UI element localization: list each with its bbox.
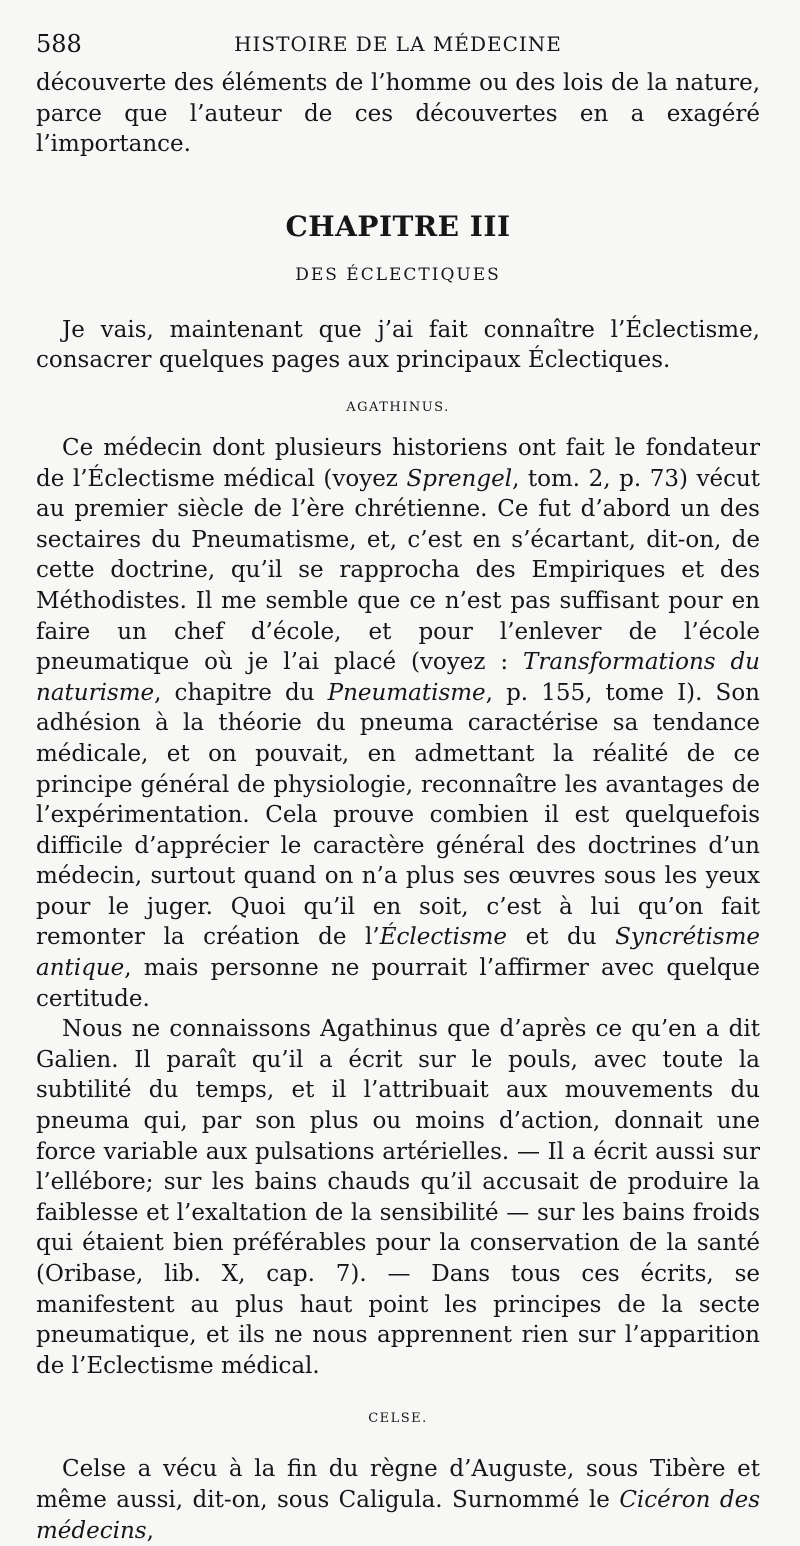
text-run: et du bbox=[507, 924, 616, 951]
page-number: 588 bbox=[36, 30, 82, 58]
text-run: , bbox=[146, 1517, 154, 1544]
italic-transformations: Transformations du naturisme bbox=[36, 649, 760, 706]
italic-ciceron: Cicéron des médecins bbox=[36, 1486, 760, 1544]
text-run: , mais personne ne pourrait l’affirmer avec quelque certitude. bbox=[36, 955, 760, 1012]
italic-syncretisme: Syncrétisme antique bbox=[36, 924, 760, 982]
agathinus-paragraph-1 bbox=[36, 433, 760, 1014]
running-title: HISTOIRE DE LA MÉDECINE bbox=[234, 32, 562, 56]
text-run: , p. 155, tome I). Son adhésion à la théorie du pneuma caractérise sa tendance médicale, et on pouvait, en admettant la réalité de ce principe général de physiologie, reconnaître les avantages de l’expérimentation. Cela prouve combien il est quelquefois difficile d’apprécier le caractère général des doctrines d’un médecin, surtout quand on n’a plus ses œuvres sous les yeux pour le juger. Quoi qu’il en soit, c’est à lui qu’on fait remonter la création de l’ bbox=[36, 679, 760, 951]
chapter-subtitle: DES ÉCLECTIQUES bbox=[295, 264, 501, 285]
italic-eclectisme: Éclectisme bbox=[379, 924, 508, 951]
section-heading-agathinus: AGATHINUS. bbox=[346, 399, 450, 415]
italic-sprengel: Sprengel bbox=[406, 465, 513, 492]
text-run: Celse a vécu à la fin du règne d’Auguste, sous Tibère et même aussi, dit-on, sous Caligula. Surnommé le bbox=[36, 1456, 760, 1513]
text-run: , chapitre du bbox=[154, 679, 328, 706]
chapter-opening-paragraph: Je vais, maintenant que j’ai fait connaître l’Éclectisme, consacrer quelques pages aux principaux Éclectiques. bbox=[36, 316, 760, 374]
section-heading-celse: CELSE. bbox=[368, 1411, 428, 1427]
chapter-title: CHAPITRE III bbox=[285, 209, 511, 243]
intro-paragraph: découverte des éléments de l’homme ou des lois de la nature, parce que l’auteur de ces découvertes en a exagéré l’importance. bbox=[36, 70, 760, 158]
text-run: Ce médecin dont plusieurs historiens ont fait le fondateur de l’Éclectisme médical (voyez bbox=[36, 434, 760, 492]
text-run: , tom. 2, p. 73) vécut au premier siècle de l’ère chrétienne. Ce fut d’abord un des sectaires du Pneumatisme, et, c’est en s’écartant, dit-on, de cette doctrine, qu’il se rapprocha des Empiriques et des Méthodistes. Il me semble que ce n’est pas suffisant pour en faire un chef d’école, et pour l’enlever de l’école pneumatique où je l’ai placé (voyez : bbox=[36, 465, 761, 676]
celse-paragraph-1 bbox=[36, 1454, 760, 1546]
page-header bbox=[36, 30, 760, 68]
book-page bbox=[36, 30, 760, 1546]
agathinus-paragraph-2: Nous ne connaissons Agathinus que d’après ce qu’en a dit Galien. Il paraît qu’il a écrit sur le pouls, avec toute la subtilité du temps, et il l’attribuait aux mouvements du pneuma qui, par son plus ou moins d’action, donnait une force variable aux pulsations artérielles. — Il a écrit aussi sur l’ellébore; sur les bains chauds qu’il accusait de produire la faiblesse et l’exaltation de la sensibilité — sur les bains froids qui étaient bien préférables pour la conservation de la santé (Oribase, lib. X, cap. 7). — Dans tous ces écrits, se manifestent au plus haut point les principes de la secte pneumatique, et ils ne nous apprennent rien sur l’apparition de l’Eclectisme médical. bbox=[36, 1016, 760, 1379]
italic-pneumatisme: Pneumatisme bbox=[327, 679, 486, 706]
